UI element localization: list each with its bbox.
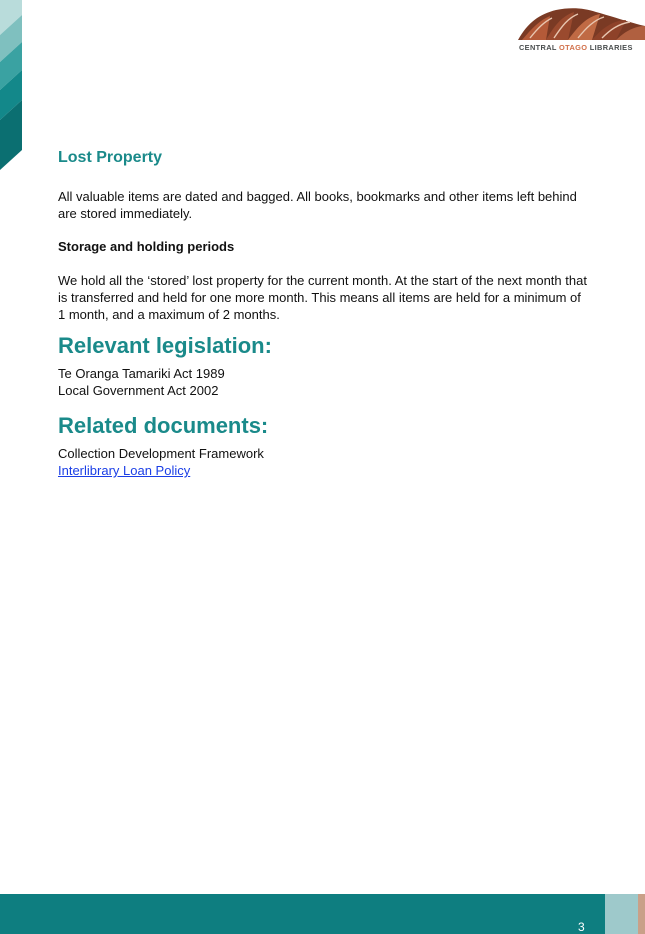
related-document-item: Collection Development Framework [58, 446, 264, 461]
lost-property-intro: All valuable items are dated and bagged. All books, bookmarks and other items left behind are stored immediately. [58, 189, 577, 221]
legislation-item: Te Oranga Tamariki Act 1989 [58, 366, 225, 381]
interlibrary-loan-policy-link[interactable]: Interlibrary Loan Policy [58, 463, 191, 478]
page-number: 3 [578, 920, 585, 934]
lost-property-heading: Lost Property [58, 149, 163, 166]
related-documents-heading: Related documents: [58, 413, 269, 438]
document-body [58, 147, 598, 479]
holding-period-text: We hold all the ‘stored’ lost property for the current month. At the start of the next month that is transferred and held for one more month. This means all items are held for a minimum of 1 month, and a maximum of 2 months. [58, 273, 587, 322]
page-footer [0, 894, 645, 934]
related-documents-list [58, 445, 598, 479]
storage-subheading: Storage and holding periods [58, 239, 235, 254]
legislation-item: Local Government Act 2002 [58, 383, 219, 398]
decorative-ribbon [0, 0, 26, 175]
legislation-heading: Relevant legislation: [58, 333, 272, 358]
logo-wordmark: CENTRAL OTAGO LIBRARIES [519, 43, 633, 52]
legislation-list [58, 365, 598, 399]
